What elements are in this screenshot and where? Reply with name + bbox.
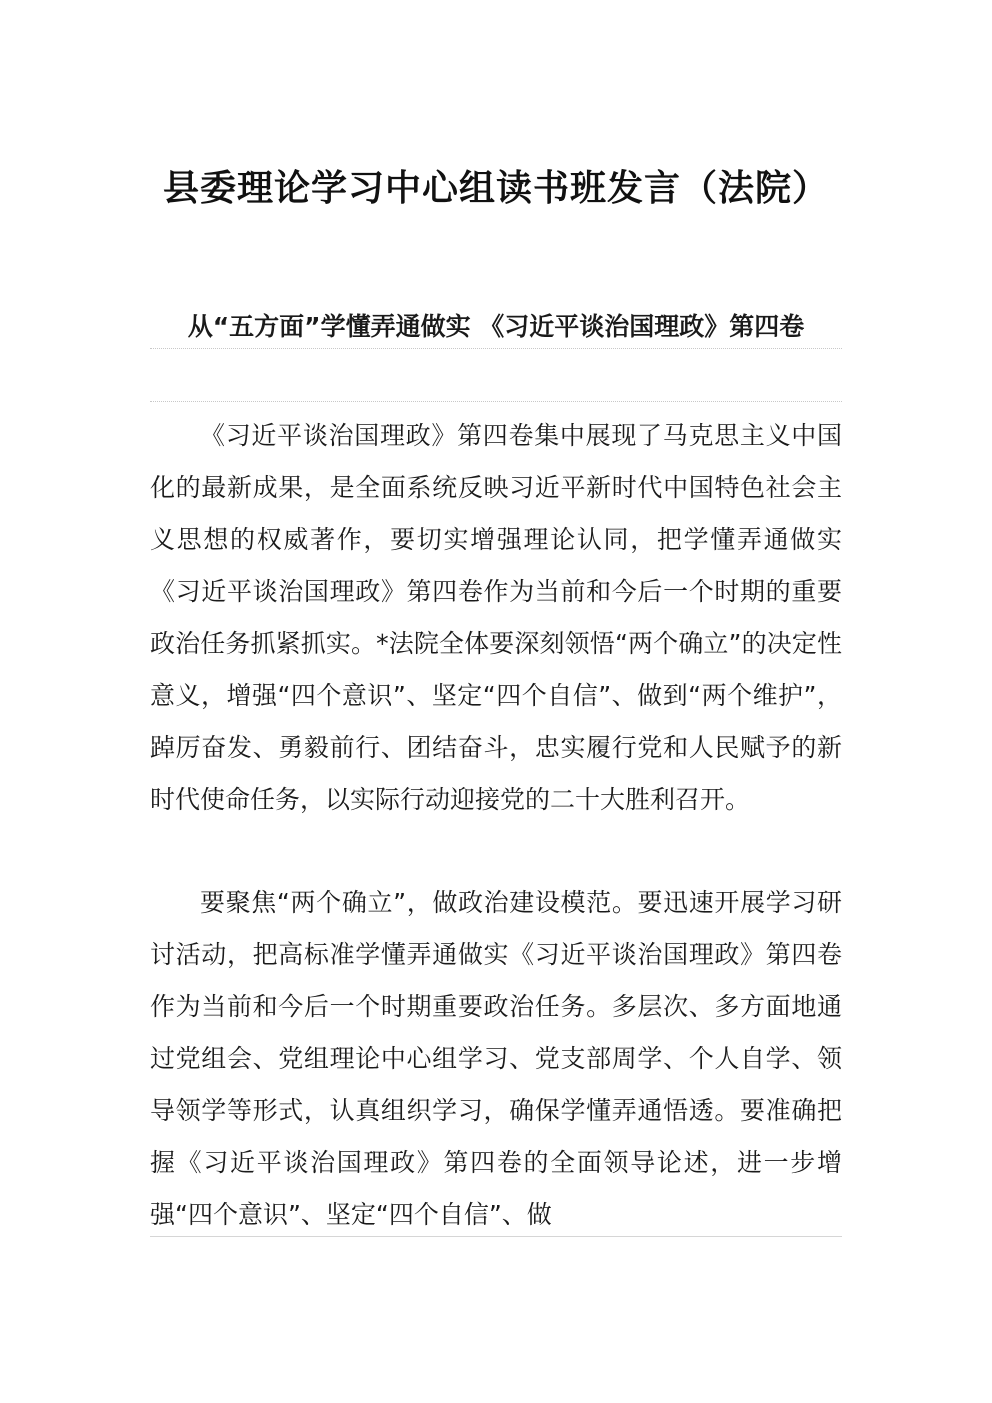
body-paragraph-1 — [150, 410, 842, 826]
divider-line — [150, 401, 842, 402]
document-title: 县委理论学习中心组读书班发言（法院） — [162, 167, 829, 209]
divider-line — [150, 348, 842, 349]
body-paragraph-2 — [150, 877, 842, 1241]
document-subtitle: 从“五方面”学懂弄通做实 《习近平谈治国理政》第四卷 — [187, 312, 805, 341]
paragraph-text: 要聚焦“两个确立”，做政治建设模范。要迅速开展学习研讨活动，把高标准学懂弄通做实《习近平谈治国理政》第四卷作为当前和今后一个时期重要政治任务。多层次、多方面地通过党组会、党组理论中心组学习、党支部周学、个人自学、领导领学等形式，认真组织学习，确保学懂弄通悟透。要准确把握《习近平谈治国理政》第四卷的全面领导论述，进一步增强“四个意识”、坚定“四个自信”、做 — [150, 888, 842, 1229]
paragraph-text: 《习近平谈治国理政》第四卷集中展现了马克思主义中国化的最新成果，是全面系统反映习近平新时代中国特色社会主义思想的权威著作，要切实增强理论认同，把学懂弄通做实《习近平谈治国理政》第四卷作为当前和今后一个时期的重要政治任务抓紧抓实。*法院全体要深刻领悟“两个确立”的决定性意义，增强“四个意识”、坚定“四个自信”、做到“两个维护”，踔厉奋发、勇毅前行、团结奋斗，忠实履行党和人民赋予的新时代使命任务，以实际行动迎接党的二十大胜利召开。 — [150, 421, 842, 814]
page-bottom-rule — [150, 1236, 842, 1237]
